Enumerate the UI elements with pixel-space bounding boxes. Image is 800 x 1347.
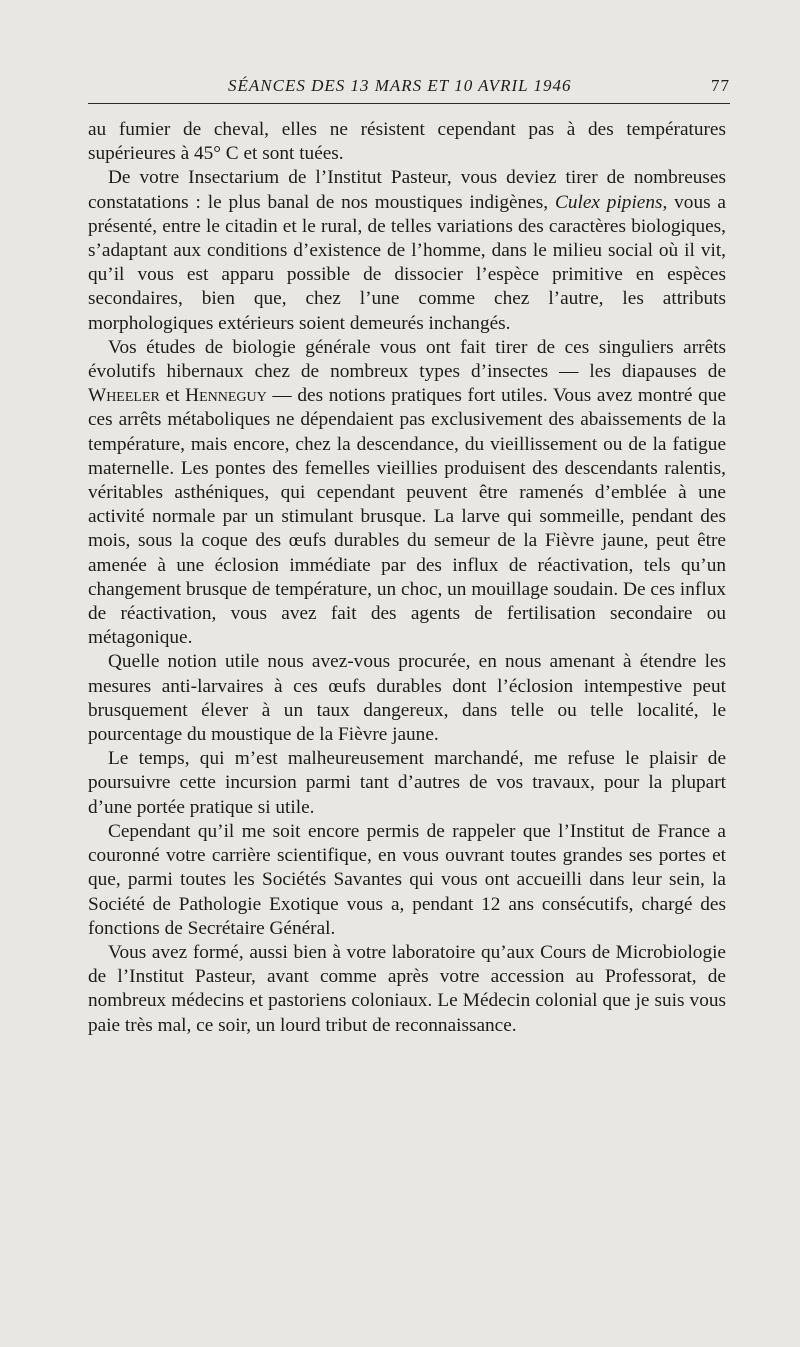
text-run: , vous a présenté, entre le citadin et le rural, de telles variations des caractères biologiques, s’adaptant aux conditions d’existence de l’homme, dans le milieu social où il vit, qu’il vous est apparu possible de dissocier l’espèce primitive en espèces secondaires, bien que, chez l’une comme chez l’autre, les attributs morphologiques extérieurs soient demeurés inchangés. — [88, 191, 726, 334]
text-run: Cependant qu’il me soit encore permis de rappeler que l’Institut de France a couronné votre carrière scientifique, en vous ouvrant toutes grandes ses portes et que, parmi toutes les Sociétés Savantes qui vous ont accueilli dans leur sein, la Société de Pathologie Exotique vous a, pendant 12 ans consécutifs, chargé des fonctions de Secrétaire Général. — [88, 820, 726, 939]
body-text — [88, 118, 726, 1038]
text-run: et — [159, 385, 186, 407]
paragraph — [88, 118, 726, 166]
paragraph — [88, 941, 726, 1038]
italic-text: Culex pipiens — [554, 191, 663, 213]
text-run: Quelle notion utile nous avez-vous procurée, en nous amenant à étendre les mesures anti-larvaires à ces œufs durables dont l’éclosion intempestive peut brusquement élever à un taux dangereux, dans telle ou telle localité, le pourcentage du moustique de la Fièvre jaune. — [88, 651, 726, 746]
text-run: Vous avez formé, aussi bien à votre laboratoire qu’aux Cours de Microbiologie de l’Institut Pasteur, avant comme après votre accession au Professorat, de nombreux médecins et pastoriens coloniaux. Le Médecin colonial que je suis vous paie très mal, ce soir, un lourd tribut de reconnaissance. — [88, 941, 726, 1036]
text-run: Vos études de biologie générale vous ont fait tirer de ces singuliers arrêts évolutifs hibernaux chez de nombreux types d’insectes — les diapauses de — [88, 336, 726, 383]
text-run: Le temps, qui m’est malheureusement marchandé, me refuse le plaisir de poursuivre cette incursion parmi tant d’autres de vos travaux, pour la plupart d’une portée pratique si utile. — [88, 748, 726, 818]
text-run: De votre Insectarium de l’Institut Pasteur, vous deviez tirer de nombreuses constatations : le plus banal de nos moustiques indigènes, — [88, 167, 726, 213]
header-rule — [88, 103, 730, 104]
author-name: Henneguy — [185, 385, 267, 407]
paragraph — [88, 166, 726, 335]
running-title: SÉANCES DES 13 MARS ET 10 AVRIL 1946 — [228, 76, 572, 95]
paragraph — [88, 820, 726, 941]
paragraph — [88, 650, 726, 747]
paragraph — [88, 747, 726, 820]
page-number: 77 — [711, 76, 730, 95]
text-run: — des notions pratiques fort utiles. Vous avez montré que ces arrêts métaboliques ne dépendaient pas exclusivement des abaissements de la température, mais encore, chez la descendance, du vieillissement ou de la fatigue maternelle. Les pontes des femelles vieillies produisent des descendants ralentis, véritables asthéniques, qui cependant peuvent être ramenés d’emblée à une activité normale par un stimulant brusque. La larve qui sommeille, pendant des mois, sous la coque des œufs durables du semeur de la Fièvre jaune, peut être amenée à une éclosion immédiate par des influx de réactivation, tels qu’un changement brusque de température, un choc, un mouillage soudain. De ces influx de réactivation, vous avez fait des agents de fertilisation secondaire ou métagonique. — [88, 385, 727, 649]
paragraph — [88, 336, 726, 651]
text-run: au fumier de cheval, elles ne résistent cependant pas à des températures supérieures à 45° C et sont tuées. — [88, 119, 726, 165]
author-name: Wheeler — [88, 385, 160, 407]
page-header — [88, 76, 730, 102]
